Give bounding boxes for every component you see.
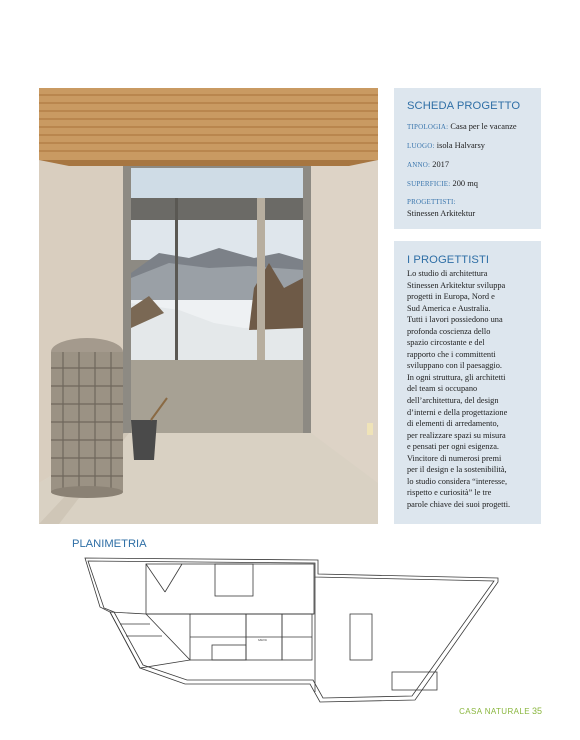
- floor-plan: [80, 552, 500, 717]
- progettisti-label: PROGETTISTI:: [407, 198, 456, 206]
- page-footer: [459, 706, 542, 716]
- body-line: In ogni struttura, gli architetti: [407, 372, 506, 382]
- tipologia-value: Casa per le vacanze: [450, 122, 517, 131]
- luogo-value: isola Halvarsy: [436, 141, 485, 150]
- progettisti-title: I PROGETTISTI: [407, 254, 490, 266]
- scheda-progetto-title: SCHEDA PROGETTO: [407, 100, 521, 112]
- sauna-photo-illustration: [39, 88, 378, 524]
- body-line: sviluppano con il paesaggio.: [407, 361, 503, 371]
- tipologia-field: [407, 121, 528, 133]
- scheda-progetto-panel: [394, 88, 541, 229]
- body-line: di elementi di arredamento,: [407, 419, 499, 429]
- body-line: Lo studio di architettura: [407, 269, 488, 278]
- body-line: rispetto e curiosità” le tre: [407, 488, 492, 498]
- progettisti-body: [407, 268, 528, 510]
- body-line: per il design e la sostenibilità,: [407, 465, 507, 475]
- luogo-label: LUOGO:: [407, 142, 435, 150]
- body-line: Tutti i lavori possiedono una: [407, 315, 503, 325]
- superficie-label: SUPERFICIE:: [407, 180, 451, 188]
- superficie-value: 200 mq: [452, 179, 478, 188]
- anno-label: ANNO:: [407, 161, 431, 169]
- body-line: lo studio considera “interesse,: [407, 476, 508, 486]
- body-line: del team si occupano: [407, 384, 478, 394]
- body-line: per realizzare spazi su misura: [407, 430, 506, 440]
- page-number: 35: [531, 706, 542, 716]
- superficie-field: [407, 178, 528, 190]
- progettisti-panel: [394, 241, 541, 524]
- tipologia-label: TIPOLOGIA:: [407, 123, 449, 131]
- body-line: rapporto che i committenti: [407, 349, 496, 359]
- floor-plan-drawing: [80, 552, 500, 712]
- anno-value: 2017: [432, 160, 450, 169]
- plan-room-label: sauna: [258, 638, 267, 642]
- body-line: Vincitore di numerosi premi: [407, 453, 502, 463]
- body-line: spazio circostante e del: [407, 338, 485, 348]
- anno-field: [407, 159, 528, 171]
- body-line: dell’architettura, del design: [407, 396, 499, 406]
- body-line: e pensati per ogni esigenza.: [407, 442, 499, 452]
- luogo-field: [407, 140, 528, 152]
- body-line: parole chiave dei suoi progetti.: [407, 499, 511, 509]
- sauna-photo: [39, 88, 378, 524]
- body-line: Sud America e Australia.: [407, 303, 491, 313]
- progettisti-value: Stinessen Arkitektur: [407, 209, 476, 218]
- body-line: Stinessen Arkitektur sviluppa: [407, 280, 506, 290]
- magazine-name: CASA NATURALE: [459, 707, 530, 716]
- progettisti-field: [407, 197, 528, 219]
- body-line: profonda coscienza dello: [407, 326, 491, 336]
- body-line: d’interni e della progettazione: [407, 407, 508, 417]
- body-line: progetti in Europa, Nord e: [407, 292, 495, 302]
- planimetria-title: PLANIMETRIA: [72, 538, 147, 550]
